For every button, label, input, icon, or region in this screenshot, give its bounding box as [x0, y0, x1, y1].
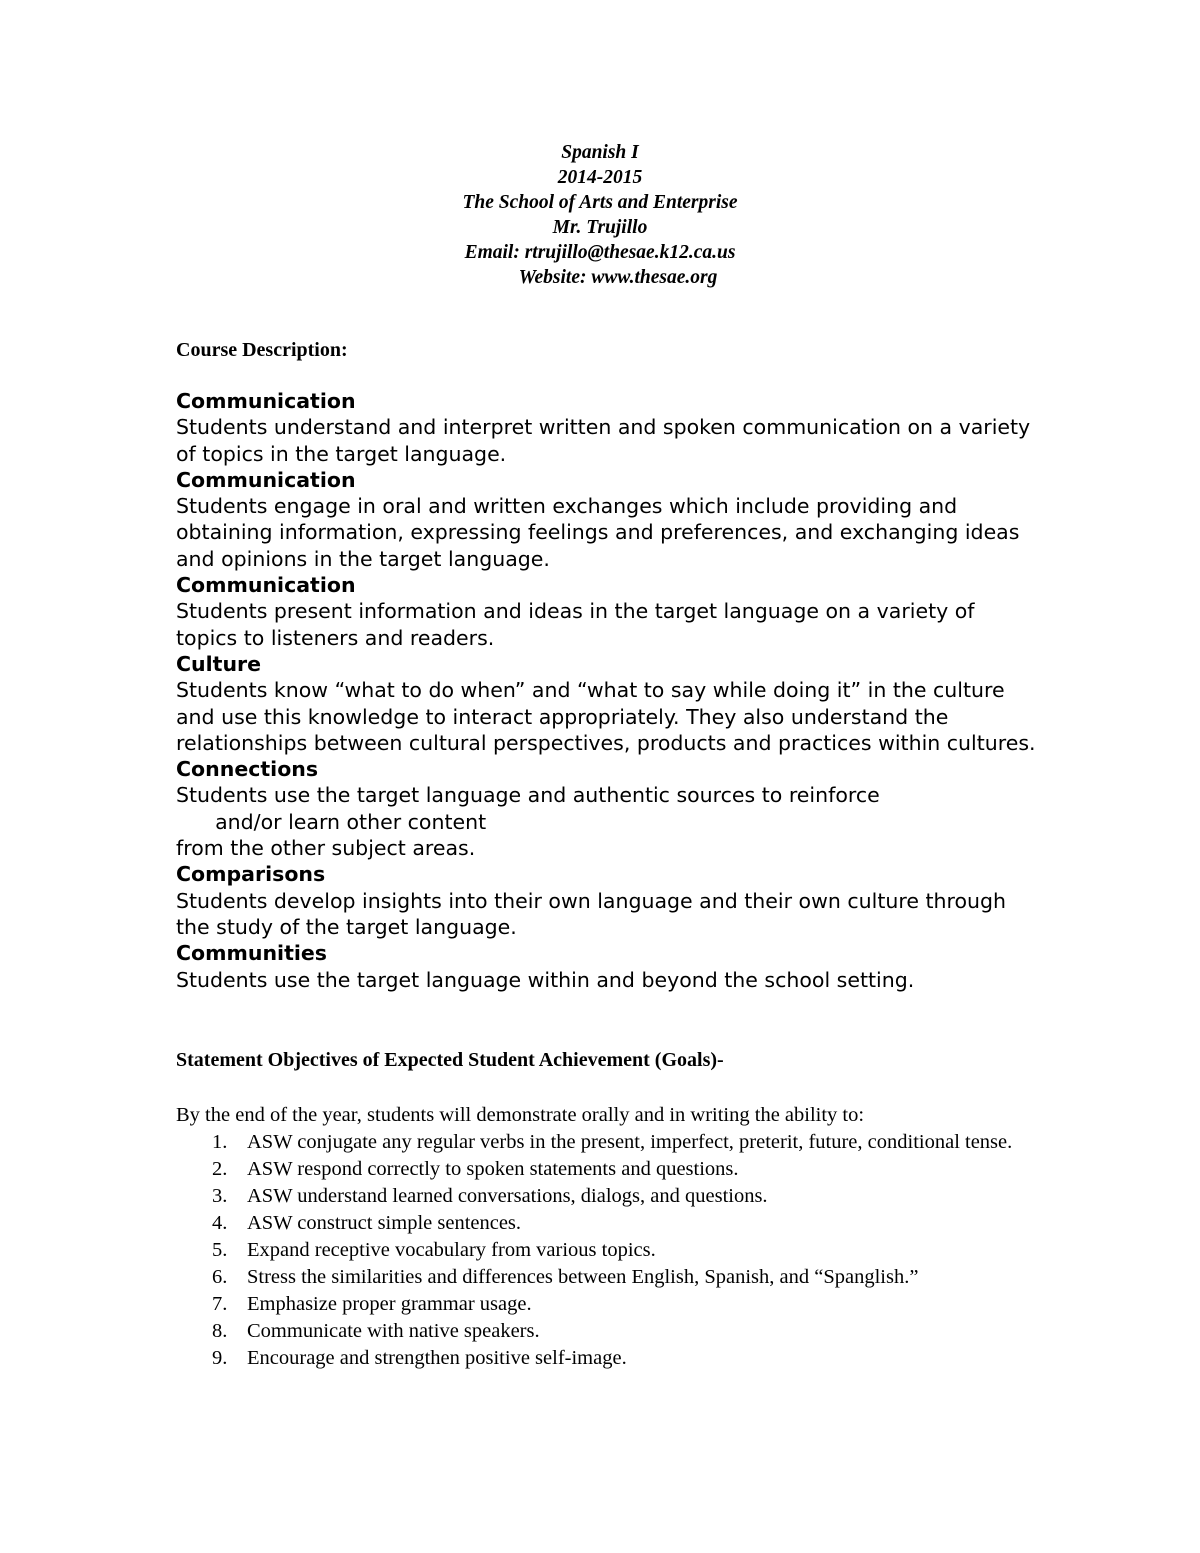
standard-title: Communication [176, 389, 356, 413]
goal-number: 2. [212, 1158, 228, 1180]
goal-text: ASW respond correctly to spoken statements and questions. [247, 1158, 739, 1180]
standard-item [176, 651, 1036, 756]
list-item [176, 1318, 1056, 1345]
document-header [0, 140, 1200, 290]
standard-title: Communication [176, 467, 356, 492]
standard-item [176, 756, 1036, 861]
goal-number: 9. [212, 1347, 228, 1369]
goal-number: 5. [212, 1239, 228, 1261]
standard-text: Students use the target language and authentic sources to reinforce and/or learn other content from the other subject areas. [176, 783, 880, 861]
school-name: The School of Arts and Enterprise [462, 192, 738, 213]
goal-text: ASW conjugate any regular verbs in the present, imperfect, preterit, future, conditional tense. [247, 1131, 1013, 1153]
list-item [176, 1237, 1056, 1264]
standard-item [176, 467, 1036, 572]
school-website: Website: www.thesae.org [518, 267, 718, 288]
standard-text: Students present information and ideas in the target language on a variety of topics to listeners and readers. [176, 599, 982, 650]
goal-number: 3. [212, 1185, 228, 1207]
standard-item [176, 861, 1036, 940]
standard-title: Communities [176, 941, 327, 966]
standard-text: Students use the target language within and beyond the school setting. [176, 967, 915, 992]
goal-text: Emphasize proper grammar usage. [247, 1293, 532, 1315]
course-title: Spanish I [561, 142, 639, 163]
goal-number: 7. [212, 1293, 228, 1315]
goal-number: 8. [212, 1320, 228, 1342]
standard-title: Connections [176, 757, 319, 782]
standard-text: Students understand and interpret written and spoken communication on a variety of topics in the target language. [176, 415, 1037, 466]
goal-text: Communicate with native speakers. [247, 1320, 540, 1342]
standard-text: Students engage in oral and written exchanges which include providing and obtaining information, expressing feelings and preferences, and exchanging ideas and opinions in the target language. [176, 494, 1026, 571]
teacher-name: Mr. Trujillo [552, 217, 648, 238]
goals-list [176, 1129, 1056, 1372]
standard-text: Students know “what to do when” and “what to say while doing it” in the culture and use this knowledge to interact appropriately. They also understand the relationships between cultural perspectives, products and practices within cultures. [176, 678, 1036, 755]
standard-title: Comparisons [176, 862, 326, 887]
list-item [176, 1345, 1056, 1372]
list-item [176, 1156, 1056, 1183]
school-year: 2014-2015 [557, 167, 643, 188]
goal-text: ASW construct simple sentences. [247, 1212, 522, 1234]
goal-number: 1. [212, 1131, 228, 1153]
list-item [176, 1264, 1056, 1291]
course-description-heading: Course Description: [176, 339, 348, 361]
goal-text: Expand receptive vocabulary from various topics. [247, 1239, 656, 1261]
list-item [176, 1210, 1056, 1237]
goal-text: Stress the similarities and differences between English, Spanish, and “Spanglish.” [247, 1266, 919, 1288]
list-item [176, 1183, 1056, 1210]
standards-section [176, 388, 1036, 993]
teacher-email: Email: rtrujillo@thesae.k12.ca.us [464, 242, 736, 263]
standard-item [176, 388, 1036, 467]
list-item [176, 1291, 1056, 1318]
standard-title: Culture [176, 651, 262, 676]
standard-title: Communication [176, 573, 356, 598]
goal-text: ASW understand learned conversations, dialogs, and questions. [247, 1185, 768, 1207]
goal-text: Encourage and strengthen positive self-image. [247, 1347, 627, 1369]
standard-text: Students develop insights into their own language and their own culture through the study of the target language. [176, 888, 1013, 939]
standard-item [176, 572, 1036, 651]
objectives-intro: By the end of the year, students will demonstrate orally and in writing the ability to: [176, 1104, 865, 1126]
objectives-heading: Statement Objectives of Expected Student Achievement (Goals)- [176, 1049, 724, 1071]
goal-number: 6. [212, 1266, 228, 1288]
list-item [176, 1129, 1056, 1156]
standard-item [176, 940, 1036, 993]
goal-number: 4. [212, 1212, 228, 1234]
